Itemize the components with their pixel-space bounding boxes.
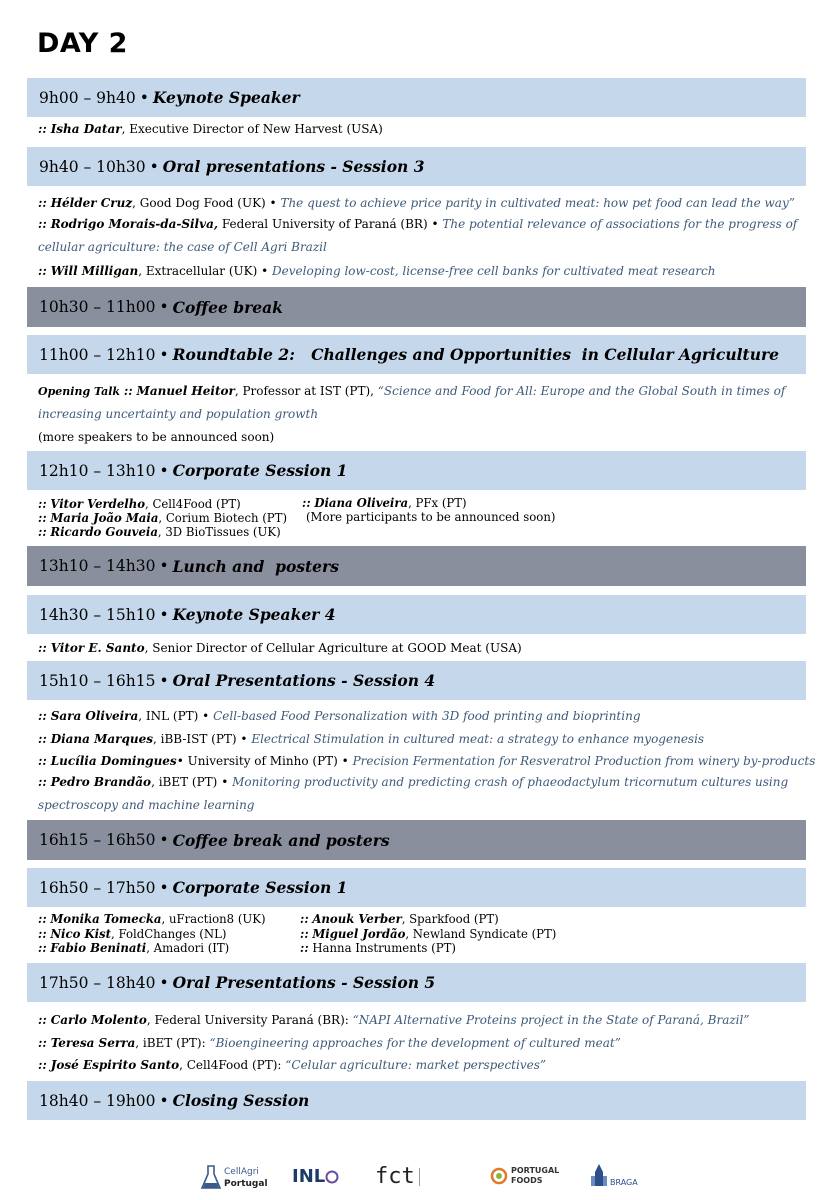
portugal-foods-logo: [490, 1166, 559, 1186]
separator: ::: [38, 775, 47, 789]
talk-title: “Bioengineering approaches for the development of cultured meat”: [209, 1036, 621, 1050]
session-time: 14h30 – 15h10: [39, 605, 156, 624]
speaker-name: Sara Oliveira: [50, 709, 139, 723]
bullet: •: [149, 157, 159, 176]
session-bar-coffee-posters: [27, 820, 806, 860]
session-time: 10h30 – 11h00: [39, 298, 156, 316]
session-bar-oral-4: [27, 661, 806, 700]
talk-title: Developing low-cost, license-free cell banks for cultivated meat research: [272, 264, 716, 278]
session-bar-roundtable: [27, 335, 806, 374]
separator: ::: [38, 217, 47, 231]
session-time: 15h10 – 16h15: [39, 671, 156, 690]
speaker-affiliation: , INL (PT): [138, 709, 203, 723]
speaker-name: Maria João Maia: [50, 511, 159, 525]
speaker-name: Diana Marques: [50, 732, 153, 746]
session-time: 9h40 – 10h30: [39, 157, 146, 176]
opening-talk-prefix: Opening Talk: [38, 385, 124, 398]
speaker-affiliation: , Good Dog Food (UK): [132, 196, 270, 210]
speaker-name: Hélder Cruz: [50, 196, 133, 210]
bullet: •: [159, 557, 169, 575]
separator: ::: [38, 511, 47, 525]
talk-title: Monitoring productivity and predicting crash of phaeodactylum tricornutum cultures using spectroscopy and machine learning: [38, 775, 789, 812]
session-time: 12h10 – 13h10: [39, 461, 156, 480]
day-title: DAY 2: [37, 28, 128, 59]
speaker-affiliation: , Corium Biotech (PT): [158, 511, 288, 525]
separator: ::: [38, 122, 47, 136]
cellagri-portugal-logo: [200, 1164, 268, 1192]
speaker-line: [38, 709, 641, 723]
opening-talk-line: [38, 380, 798, 426]
speaker-name: José Espirito Santo: [50, 1058, 180, 1072]
speaker-affiliation: , Professor at IST (PT),: [234, 384, 378, 398]
talk-title: “Science and Food for All: Europe and the Global South in times of increasing uncertainty and population growth: [38, 384, 786, 421]
speaker-line: [300, 913, 499, 927]
speaker-name: Nico Kist: [50, 927, 112, 941]
separator: ::: [300, 927, 309, 941]
circle-icon: [325, 1170, 339, 1184]
speaker-line: [38, 122, 383, 136]
session-time: 16h15 – 16h50: [39, 831, 156, 849]
speaker-line: [38, 754, 815, 768]
session-bar-coffee-break: [27, 287, 806, 327]
speaker-affiliation: , Extracellular (UK): [138, 264, 262, 278]
separator: ::: [38, 264, 47, 278]
talk-title: The potential relevance of associations for the progress of cellular agriculture: the case of Cell Agri Brazil: [38, 217, 798, 254]
speaker-name: Anouk Verber: [312, 912, 402, 926]
speaker-line: [38, 928, 226, 942]
speaker-line: [38, 196, 795, 210]
session-title: Corporate Session 1: [172, 878, 348, 897]
separator: ::: [123, 384, 133, 398]
separator: ::: [300, 912, 309, 926]
talk-title: The quest to achieve price parity in cultivated meat: how pet food can lead the way”: [280, 196, 795, 210]
separator: ::: [38, 525, 47, 539]
speaker-affiliation: , iBB-IST (PT): [153, 732, 241, 746]
logo-text: PORTUGAL: [511, 1166, 560, 1175]
session-bar-oral-3: [27, 147, 806, 186]
session-bar-corporate-1b: [27, 868, 806, 907]
session-title: Coffee break: [172, 297, 283, 317]
speaker-affiliation: , iBET (PT): [151, 775, 222, 789]
logo-text: fct: [375, 1164, 415, 1189]
speaker-affiliation: , Executive Director of New Harvest (USA): [121, 122, 383, 136]
session-title: Oral Presentations - Session 4: [172, 671, 436, 690]
talk-title: “Celular agriculture: market perspectives”: [285, 1058, 547, 1072]
speaker-affiliation: , PFx (PT): [408, 496, 467, 510]
sponsor-logos: [0, 1160, 838, 1196]
speaker-name: Will Milligan: [50, 264, 139, 278]
session-bar-keynote: [27, 78, 806, 117]
speaker-line: [302, 497, 467, 511]
speaker-name: Monika Tomecka: [50, 912, 162, 926]
bullet: •: [202, 709, 210, 723]
session-title: Keynote Speaker 4: [172, 605, 336, 624]
speaker-line: [38, 913, 266, 927]
speaker-name: Lucília Domingues: [50, 754, 177, 768]
speaker-line: [38, 1058, 546, 1072]
speaker-line: [38, 1036, 621, 1050]
separator: ::: [38, 927, 47, 941]
speaker-name: Carlo Molento: [50, 1013, 147, 1027]
speaker-affiliation: , Federal University Paraná (BR):: [146, 1013, 353, 1027]
session-title: Keynote Speaker: [152, 88, 300, 107]
speaker-affiliation: , 3D BioTissues (UK): [157, 525, 281, 539]
speaker-name: Manuel Heitor: [136, 384, 235, 398]
speaker-name: Miguel Jordão: [312, 927, 406, 941]
separator: ::: [300, 941, 309, 955]
speaker-line: [38, 942, 229, 956]
speaker-affiliation: , Cell4Food (PT):: [179, 1058, 286, 1072]
logo-divider: [419, 1168, 452, 1186]
logo-text: BRAGA: [610, 1177, 638, 1187]
tower-icon: [590, 1162, 608, 1188]
speaker-name: Rodrigo Morais-da-Silva,: [50, 217, 219, 231]
speaker-affiliation: , uFraction8 (UK): [161, 912, 266, 926]
announcement-note: (More participants to be announced soon): [306, 510, 556, 524]
bullet: •: [159, 973, 169, 992]
speaker-line: [38, 512, 287, 526]
speaker-name: Diana Oliveira: [314, 496, 409, 510]
speaker-name: Pedro Brandão: [50, 775, 152, 789]
logo-text: FOODS: [511, 1176, 543, 1185]
talk-title: Cell-based Food Personalization with 3D food printing and bioprinting: [213, 709, 641, 723]
session-time: 13h10 – 14h30: [39, 557, 156, 575]
speaker-affiliation: , iBET (PT):: [135, 1036, 210, 1050]
bullet: •: [341, 754, 349, 768]
separator: ::: [38, 732, 47, 746]
bullet: •: [269, 196, 277, 210]
session-time: 18h40 – 19h00: [39, 1091, 156, 1110]
separator: ::: [38, 754, 47, 768]
swirl-icon: [490, 1167, 508, 1185]
speaker-name: Fabio Beninati: [50, 941, 147, 955]
separator: ::: [38, 941, 47, 955]
bullet: •: [159, 878, 169, 897]
session-title: Lunch and posters: [172, 556, 339, 576]
session-bar-lunch: [27, 546, 806, 586]
session-time: 11h00 – 12h10: [39, 345, 156, 364]
session-bar-corporate-1: [27, 451, 806, 490]
speaker-name: Teresa Serra: [50, 1036, 136, 1050]
bullet: •: [431, 217, 439, 231]
speaker-affiliation: Federal University of Paraná (BR): [218, 217, 432, 231]
speaker-name: Vitor Verdelho: [50, 497, 146, 511]
speaker-line: [38, 732, 704, 746]
session-bar-oral-5: [27, 963, 806, 1002]
separator: ::: [38, 1058, 47, 1072]
speaker-affiliation: , Newland Syndicate (PT): [405, 927, 557, 941]
bullet: •: [261, 264, 269, 278]
separator: ::: [38, 1013, 47, 1027]
speaker-line: [38, 213, 798, 259]
bullet: •: [159, 1091, 169, 1110]
speaker-line: [300, 928, 556, 942]
talk-title: Electrical Stimulation in cultured meat: a strategy to enhance myogenesis: [251, 732, 705, 746]
session-title: Oral presentations - Session 3: [162, 157, 425, 176]
logo-text: CellAgri: [224, 1167, 259, 1177]
speaker-affiliation: , Senior Director of Cellular Agriculture at GOOD Meat (USA): [144, 641, 522, 655]
speaker-name: Isha Datar: [50, 122, 122, 136]
speaker-line: [38, 264, 715, 278]
session-title: Closing Session: [172, 1091, 310, 1110]
session-title: Corporate Session 1: [172, 461, 348, 480]
bullet: •: [159, 831, 169, 849]
speaker-affiliation: , Amadori (IT): [146, 941, 230, 955]
bullet: •: [240, 732, 248, 746]
speaker-line: [38, 498, 241, 512]
separator: ::: [38, 641, 47, 655]
speaker-line: [38, 1013, 749, 1027]
separator: ::: [38, 497, 47, 511]
session-title: Oral Presentations - Session 5: [172, 973, 436, 992]
speaker-line: [300, 942, 456, 956]
speaker-affiliation: , FoldChanges (NL): [111, 927, 227, 941]
session-bar-closing: [27, 1081, 806, 1120]
speaker-affiliation: Hanna Instruments (PT): [312, 941, 456, 955]
speaker-name: Vitor E. Santo: [50, 641, 145, 655]
talk-title: Precision Fermentation for Resveratrol Production from winery by-products: [352, 754, 816, 768]
speaker-name: Ricardo Gouveia: [50, 525, 158, 539]
speaker-affiliation: , Sparkfood (PT): [401, 912, 499, 926]
speaker-affiliation: • University of Minho (PT): [176, 754, 342, 768]
speaker-line: [38, 641, 522, 655]
session-title: Roundtable 2: Challenges and Opportunities in Cellular Agriculture: [172, 345, 779, 364]
braga-logo: [590, 1162, 638, 1188]
bullet: •: [159, 298, 169, 316]
session-time: 9h00 – 9h40: [39, 88, 136, 107]
speaker-line: [38, 771, 798, 817]
bullet: •: [159, 605, 169, 624]
logo-text: Portugal: [224, 1179, 268, 1189]
bullet: •: [159, 671, 169, 690]
bullet: •: [159, 345, 169, 364]
session-time: 16h50 – 17h50: [39, 878, 156, 897]
announcement-note: (more speakers to be announced soon): [38, 430, 275, 444]
bullet: •: [221, 775, 229, 789]
bullet: •: [139, 88, 149, 107]
bullet: •: [159, 461, 169, 480]
separator: ::: [38, 196, 47, 210]
fct-logo: [375, 1164, 452, 1189]
speaker-affiliation: , Cell4Food (PT): [145, 497, 241, 511]
separator: ::: [302, 496, 311, 510]
speaker-line: [38, 526, 281, 540]
session-bar-keynote-4: [27, 595, 806, 634]
talk-title: “NAPI Alternative Proteins project in the State of Paraná, Brazil”: [352, 1013, 750, 1027]
separator: ::: [38, 709, 47, 723]
session-title: Coffee break and posters: [172, 830, 390, 850]
inl-logo: [292, 1166, 339, 1187]
separator: ::: [38, 912, 47, 926]
flask-icon: [200, 1164, 222, 1192]
logo-text: INL: [292, 1166, 326, 1187]
separator: ::: [38, 1036, 47, 1050]
session-time: 17h50 – 18h40: [39, 973, 156, 992]
